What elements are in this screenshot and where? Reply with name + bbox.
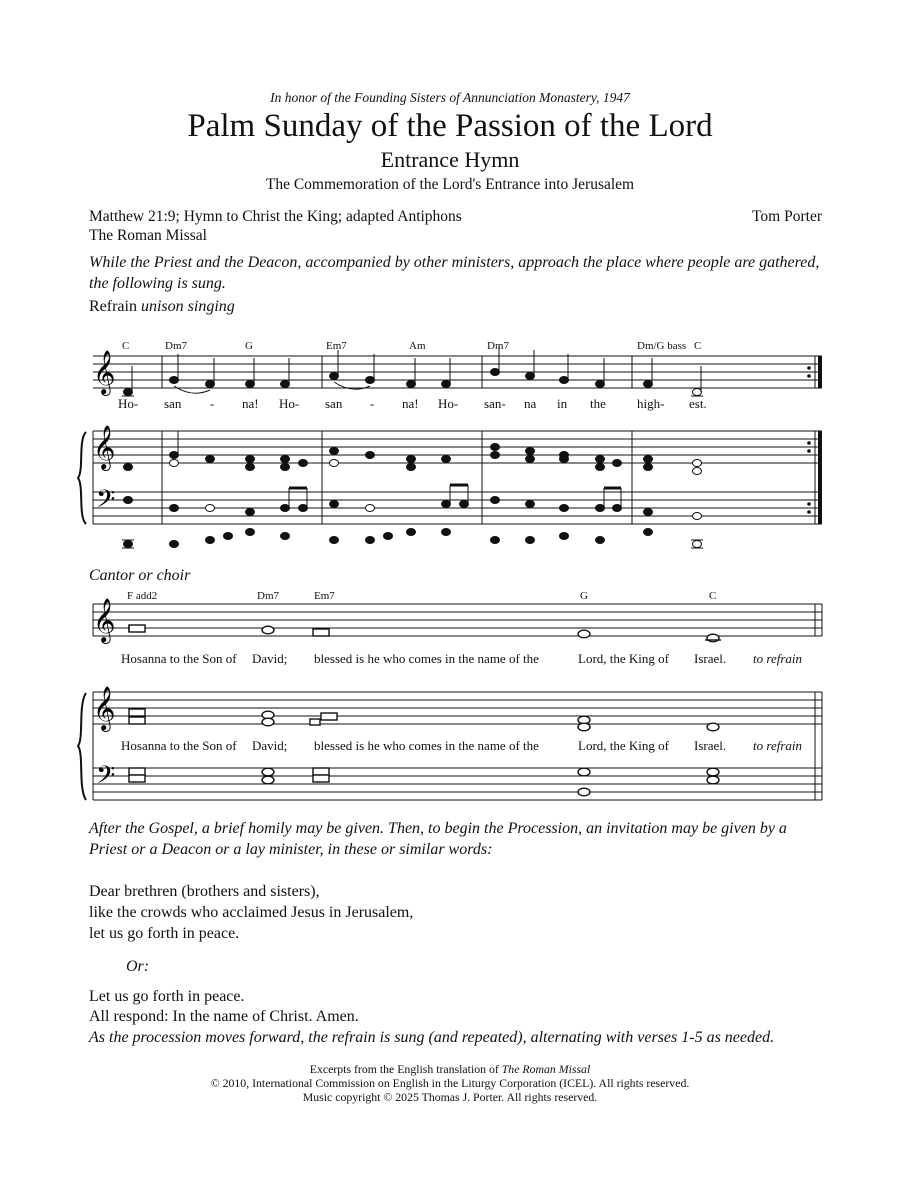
footer-line-2: © 2010, International Commission on English in the Liturgy Corporation (ICEL). All rights reserved. [210,1076,690,1090]
cantor-label: Cantor or choir [89,567,191,584]
lyric-syllable: na! [242,396,259,411]
invitation-line: Dear brethren (brothers and sisters), [89,883,320,900]
footer-line-1-title: The Roman Missal [501,1062,591,1076]
refrain-label-italic: unison singing [140,298,235,315]
page-subtitle: Entrance Hymn [380,147,520,172]
invitation-line: like the crowds who acclaimed Jesus in Jerusalem, [89,904,414,921]
chord-symbol: Dm/G bass [637,340,687,352]
chord-symbol: Em7 [326,340,347,352]
to-refrain-label: to refrain [753,738,802,753]
lyric-syllable: high- [637,396,665,411]
verse-lyric: Israel. [694,738,727,753]
rubric-intro: While the Priest and the Deacon, accompanied by other ministers, approach the place where people are gathered, the following is sung. [89,254,820,292]
invitation-line: let us go forth in peace. [89,925,240,942]
lyric-syllable: the [590,396,606,411]
rubric-procession: As the procession moves forward, the refrain is sung (and repeated), alternating with verses 1-5 as needed. [89,1029,775,1046]
chord-symbol: G [580,590,588,602]
refrain-label-text: Refrain [89,298,137,315]
lyric-syllable: san [325,396,343,411]
commemoration-caption: The Commemoration of the Lord's Entrance into Jerusalem [265,176,635,193]
invitation-alt: Let us go forth in peace. [89,988,245,1005]
lyric-syllable: Ho- [438,396,459,411]
lyric-syllable: san- [484,396,506,411]
verse-lyric: Lord, the King of [578,738,669,753]
chord-symbol: Em7 [314,590,335,602]
verse-lyric: Israel. [694,651,727,666]
to-refrain-label: to refrain [753,651,802,666]
rubric-gospel: After the Gospel, a brief homily may be given. Then, to begin the Procession, an invitation may be given by a Priest or a Deacon or a lay minister, in these or similar words: [89,820,787,858]
lyric-syllable: na [524,396,537,411]
source-line-1: Matthew 21:9; Hymn to Christ the King; adapted Antiphons [89,208,462,225]
lyric-syllable: Ho- [118,396,139,411]
or-label: Or: [126,958,150,975]
verse-lyric: blessed is he who comes in the name of the [314,738,539,753]
treble-clef-icon: 𝄞 [93,427,116,469]
verse-lyric: Hosanna to the Son of [121,651,237,666]
treble-clef-icon: 𝄞 [93,352,116,394]
lyric-syllable: san [164,396,182,411]
footer-line-3: Music copyright © 2025 Thomas J. Porter. All rights reserved. [302,1090,598,1104]
verse-melody-staff [93,604,822,636]
footer-line-1-prefix: Excerpts from the English translation of [309,1062,502,1076]
verse-brace [78,693,86,800]
lyric-syllable: in [557,396,568,411]
treble-clef-icon: 𝄞 [93,600,116,642]
chord-symbol: G [245,340,253,352]
chord-symbol: C [694,340,702,352]
verse-lyric: blessed is he who comes in the name of the [314,651,539,666]
bass-clef-icon: 𝄢 [96,486,116,519]
verse-treble-staff [93,692,822,724]
verse-lyric: David; [252,651,288,666]
source-line-2: The Roman Missal [89,227,207,244]
verse-lyric: Hosanna to the Son of [121,738,237,753]
chord-symbol: C [709,590,717,602]
chord-symbol: F add2 [127,590,158,602]
lyric-syllable: est. [689,396,707,411]
lyric-syllable: Ho- [279,396,300,411]
verse-lyric: Lord, the King of [578,651,669,666]
composer: Tom Porter [752,208,822,225]
bass-clef-icon: 𝄢 [96,762,116,795]
copyright-footer [0,1062,900,1104]
lyric-syllable: - [210,396,215,411]
lyric-syllable: - [370,396,375,411]
response-line: All respond: In the name of Christ. Amen. [89,1008,359,1025]
chord-symbol: Dm7 [257,590,279,602]
dedication: In honor of the Founding Sisters of Annunciation Monastery, 1947 [270,90,630,105]
page-title: Palm Sunday of the Passion of the Lord [187,108,713,144]
chord-symbol: C [122,340,130,352]
treble-clef-icon: 𝄞 [93,688,116,730]
footer-line-1 [0,1062,900,1076]
lyric-syllable: na! [402,396,419,411]
chord-symbol: Am [409,340,426,352]
chord-symbol: Dm7 [165,340,187,352]
chord-symbol: Dm7 [487,340,509,352]
verse-lyric: David; [252,738,288,753]
